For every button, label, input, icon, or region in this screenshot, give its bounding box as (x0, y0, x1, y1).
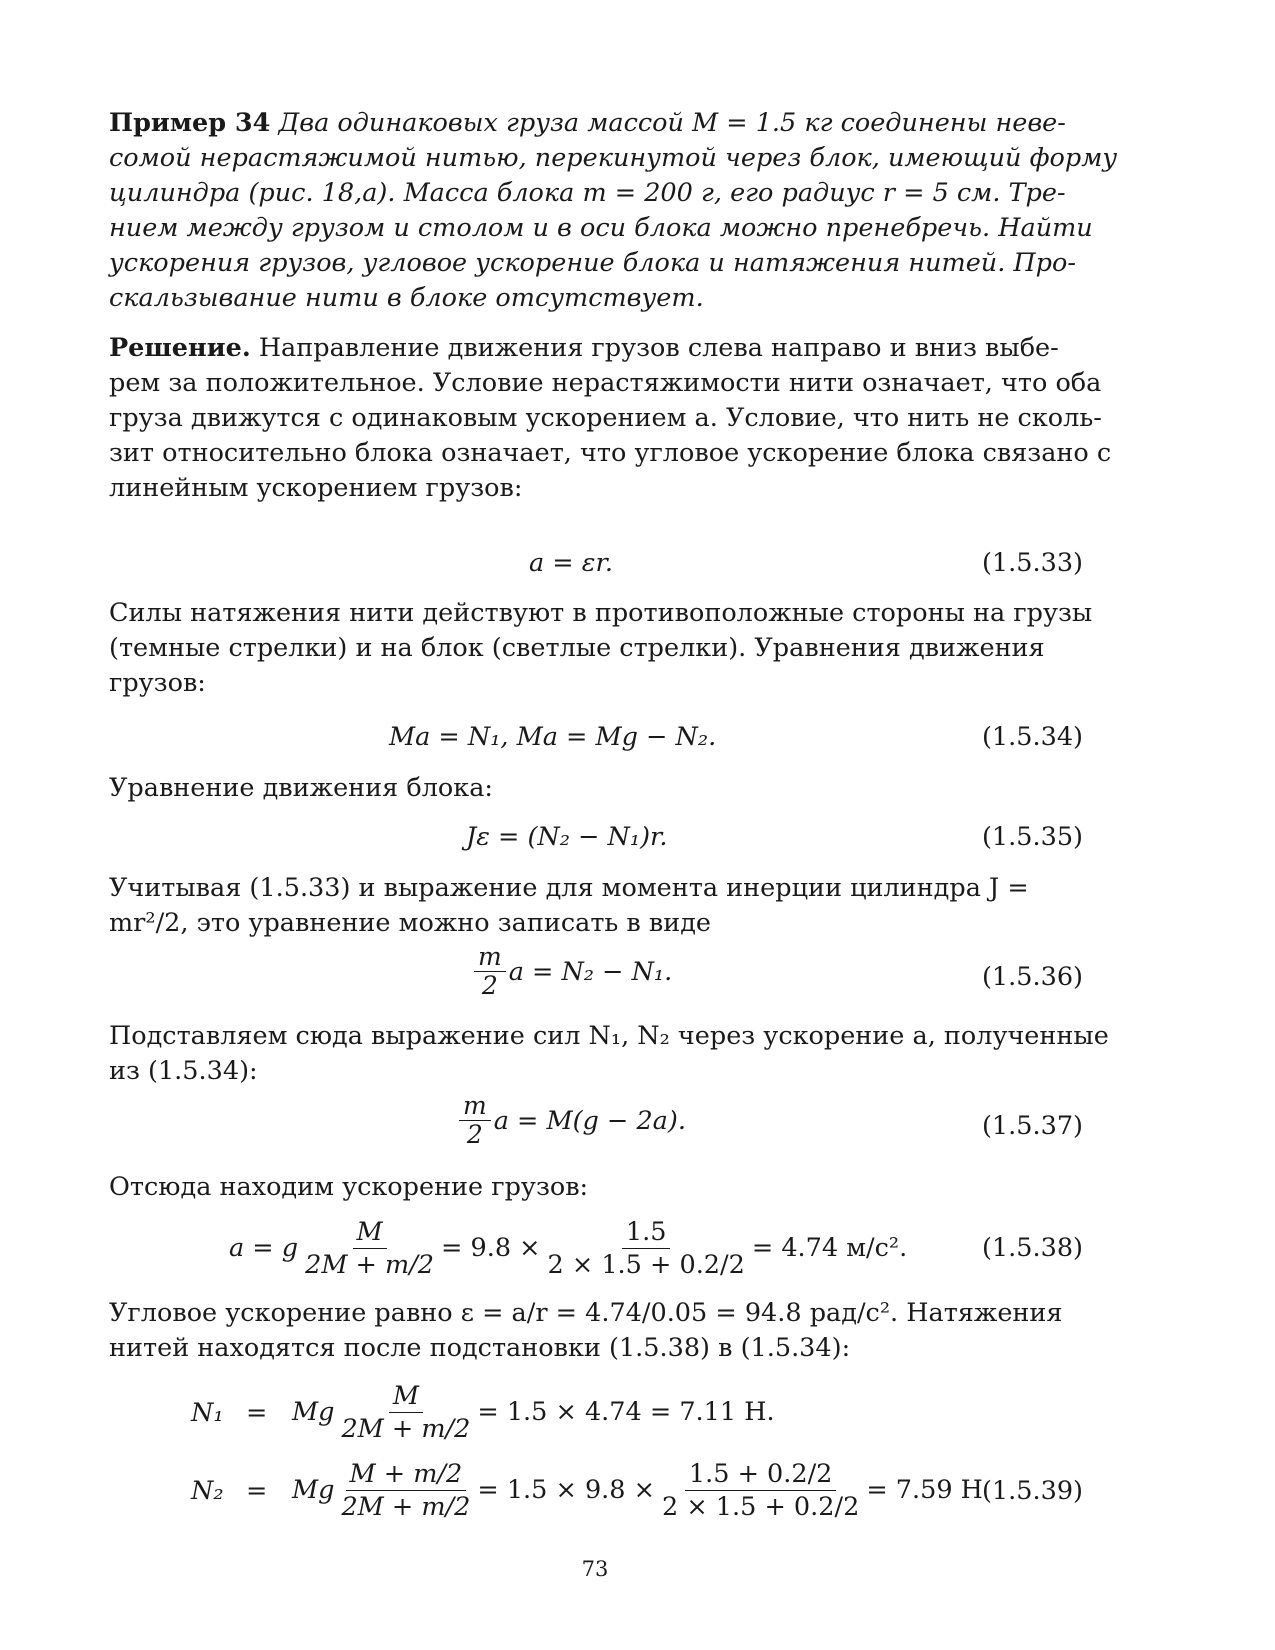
paragraph-4-line-2: mr²/2, это уравнение можно записать в виде (109, 908, 712, 938)
row-2-lhs: N₂ (191, 1476, 224, 1506)
fraction-numerator: 1.5 + 0.2/2 (685, 1459, 837, 1491)
paragraph-7-line-2: нитей находятся после подстановки (1.5.38) в (1.5.34): (109, 1333, 851, 1363)
paragraph-2-line-3: грузов: (109, 668, 206, 698)
fraction-numerator: m (474, 944, 506, 972)
fraction-numerator: M (353, 1217, 387, 1249)
equation-number: (1.5.37) (981, 1111, 1083, 1141)
fraction-numerator: 1.5 (622, 1217, 671, 1249)
equation-rest: a = N₂ − N₁. (508, 956, 673, 987)
row-1-mg: Mg (292, 1397, 335, 1427)
example-line-5: ускорения грузов, угловое ускорение блока и натяжения нитей. Про- (109, 248, 1076, 278)
equation-body: Jε = (N₂ − N₁)r. (466, 822, 668, 852)
solution-line-5: линейным ускорением грузов: (109, 473, 523, 503)
equation-number: (1.5.35) (981, 822, 1083, 852)
equation-number: (1.5.33) (981, 548, 1083, 578)
fraction (337, 1459, 474, 1522)
equation-number: (1.5.38) (981, 1233, 1083, 1263)
row-1-equals: = (246, 1398, 268, 1428)
example-heading: Пример 34 (109, 108, 271, 138)
paragraph-2-line-2: (темные стрелки) и на блок (светлые стрелки). Уравнения движения (109, 633, 1045, 663)
page-number: 73 (581, 1557, 609, 1581)
equation-1-5-36 (109, 944, 1083, 1014)
equation-1-5-38 (109, 1212, 1083, 1292)
row-2-mg: Mg (292, 1475, 335, 1505)
example-line-6: скальзывание нити в блоке отсутствует. (109, 283, 704, 313)
paragraph-6: Отсюда находим ускорение грузов: (109, 1172, 589, 1202)
equation-mid: = 9.8 × (441, 1233, 541, 1263)
row-2-expression (292, 1454, 983, 1526)
paragraph-4-line-1: Учитывая (1.5.33) и выражение для момента инерции цилиндра J = (109, 873, 1029, 903)
fraction-denominator: 2 × 1.5 + 0.2/2 (662, 1491, 860, 1522)
fraction-denominator: 2 (481, 971, 498, 1000)
row-2-mid: = 1.5 × 9.8 × (477, 1475, 655, 1505)
equation-1-5-34 (109, 722, 1083, 762)
solution-heading: Решение. (109, 333, 251, 363)
fraction-denominator: 2 × 1.5 + 0.2/2 (547, 1249, 745, 1280)
equation-1-5-39 (109, 1376, 1083, 1536)
example-line-1 (109, 108, 1083, 138)
equation-1-5-33 (109, 548, 1083, 588)
paragraph-7-line-1: Угловое ускорение равно ε = a/r = 4.74/0.05 = 94.8 рад/с². Натяжения (109, 1298, 1063, 1328)
fraction (337, 1381, 474, 1444)
solution-line-3: груза движутся с одинаковым ускорением a. Условие, что нить не сколь- (109, 403, 1102, 433)
solution-text: Направление движения грузов слева направо и вниз выбе- (250, 333, 1059, 363)
fraction (658, 1459, 863, 1522)
fraction (459, 1093, 491, 1148)
paragraph-5-line-2: из (1.5.34): (109, 1056, 258, 1086)
fraction-numerator: M + m/2 (346, 1459, 467, 1491)
row-2-rhs: = 7.59 Н (866, 1475, 983, 1505)
fraction (474, 944, 506, 999)
equation-lhs: a = g (229, 1233, 299, 1263)
example-text: Два одинаковых груза массой M = 1.5 кг соединены неве- (270, 108, 1066, 138)
equation-number: (1.5.39) (981, 1476, 1083, 1506)
example-line-3: цилиндра (рис. 18,а). Масса блока m = 200 г, его радиус r = 5 см. Тре- (109, 178, 1066, 208)
fraction (544, 1217, 749, 1280)
fraction-denominator: 2M + m/2 (341, 1491, 471, 1522)
equation-1-5-37 (109, 1093, 1083, 1163)
equation-rest: a = M(g − 2a). (493, 1105, 686, 1136)
paragraph-2-line-1: Силы натяжения нити действуют в противоположные стороны на грузы (109, 598, 1093, 628)
solution-line-4: зит относительно блока означает, что угловое ускорение блока связано с (109, 438, 1112, 468)
fraction-denominator: 2M + m/2 (341, 1413, 471, 1444)
row-1-expression (292, 1376, 775, 1448)
row-2-equals: = (246, 1476, 268, 1506)
fraction-numerator: m (459, 1093, 491, 1121)
fraction-denominator: 2 (466, 1120, 483, 1149)
fraction-denominator: 2M + m/2 (305, 1249, 435, 1280)
row-1-rhs: = 1.5 × 4.74 = 7.11 Н. (477, 1397, 775, 1427)
fraction-numerator: M (389, 1381, 423, 1413)
example-line-2: сомой нерастяжимой нитью, перекинутой через блок, имеющий форму (109, 143, 1118, 173)
paragraph-5-line-1: Подставляем сюда выражение сил N₁, N₂ через ускорение a, полученные (109, 1021, 1109, 1051)
equation-body: Ma = N₁, Ma = Mg − N₂. (389, 722, 717, 752)
equation-1-5-35 (109, 822, 1083, 862)
equation-rhs: = 4.74 м/с². (751, 1233, 908, 1263)
fraction (301, 1217, 438, 1280)
solution-line-1 (109, 333, 1083, 363)
equation-body: a = εr. (529, 548, 613, 578)
equation-number: (1.5.34) (981, 722, 1083, 752)
example-line-4: нием между грузом и столом и в оси блока можно пренебречь. Найти (109, 213, 1093, 243)
solution-line-2: рем за положительное. Условие нерастяжимости нити означает, что оба (109, 368, 1102, 398)
row-1-lhs: N₁ (191, 1398, 224, 1428)
paragraph-3: Уравнение движения блока: (109, 773, 494, 803)
equation-number: (1.5.36) (981, 962, 1083, 992)
